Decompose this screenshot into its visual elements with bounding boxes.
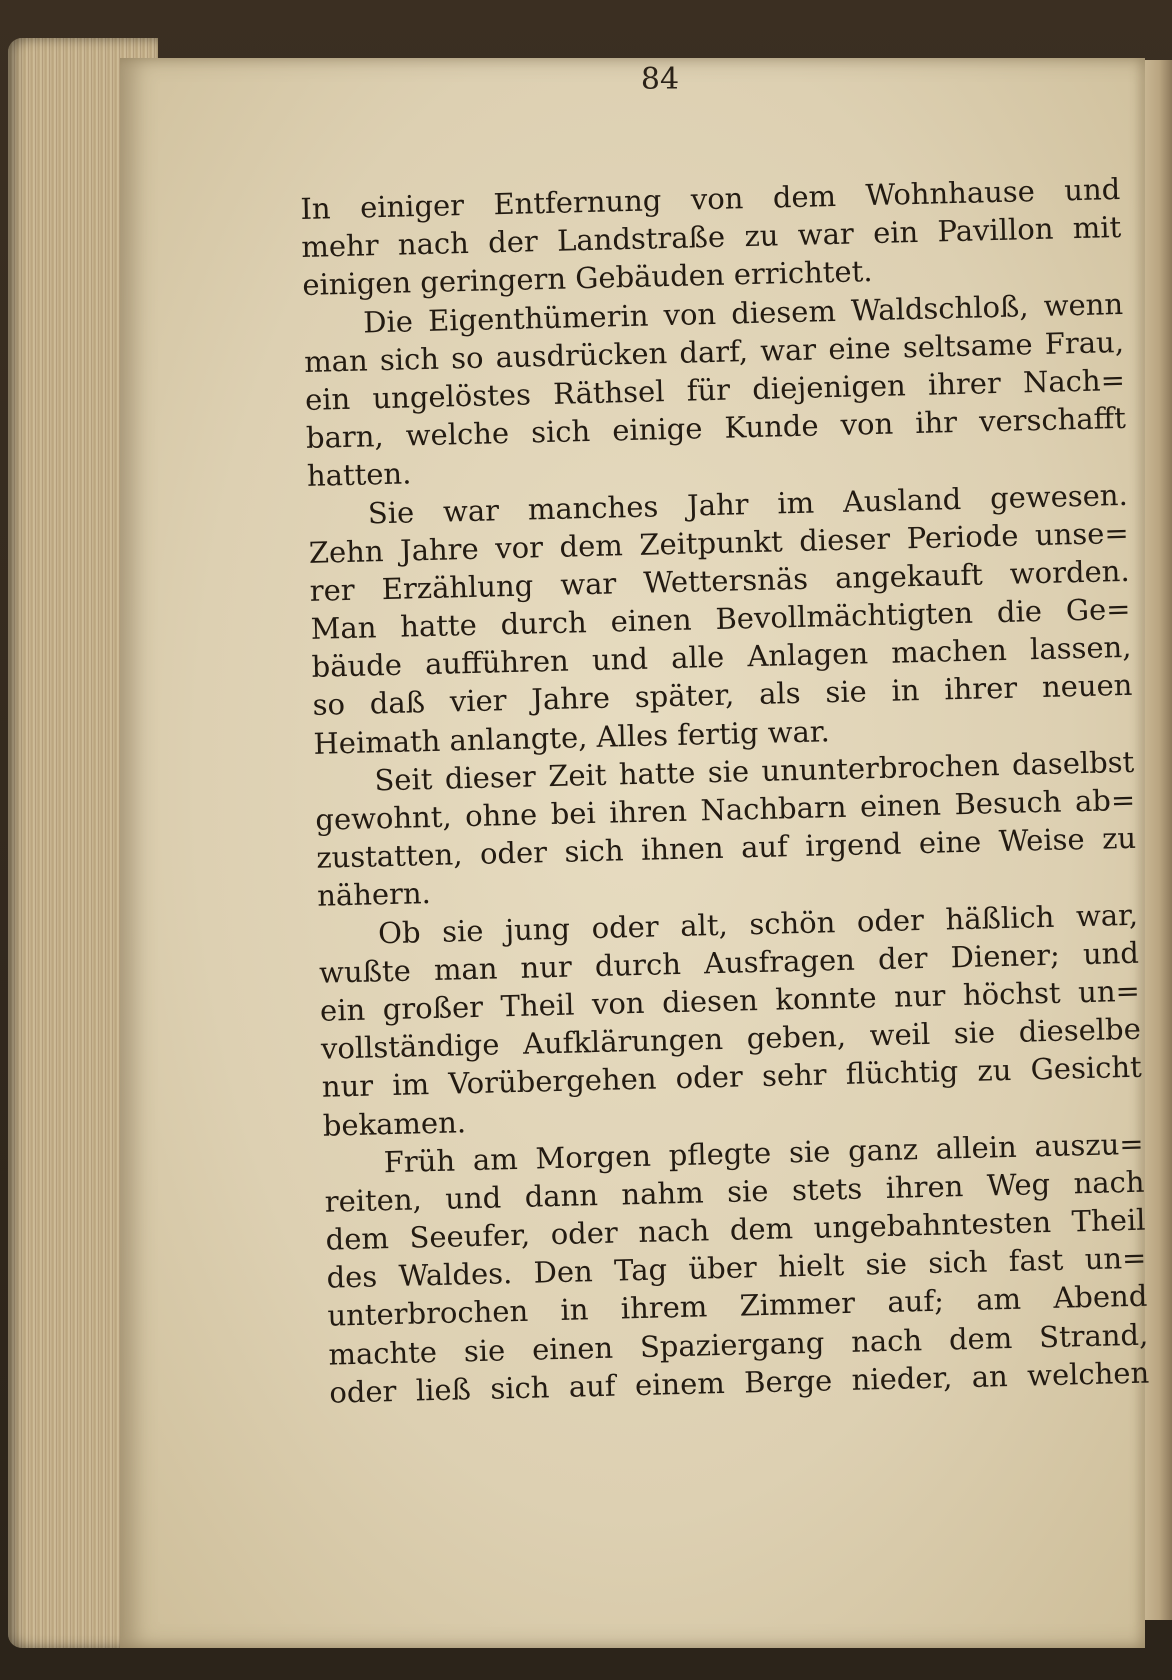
text-line: dem Seeufer, oder nach dem ungebahntesten Theil — [325, 1202, 1146, 1257]
text-line: Heimath anlangte, Alles fertig war. — [313, 713, 831, 761]
text-line: man sich so ausdrücken darf, war eine seltsame Frau, — [303, 324, 1125, 379]
text-line: bekamen. — [322, 1104, 467, 1143]
text-line: Früh am Morgen pflegte sie ganz allein auszu= — [383, 1126, 1144, 1179]
text-line: reiten, und dann nahm sie stets ihren Weg nach — [324, 1164, 1145, 1219]
body-text — [300, 170, 1150, 1412]
text-line: rer Erzählung war Wettersnäs angekauft worden. — [309, 553, 1130, 608]
text-line: nur im Vorübergehen oder sehr flüchtig zu Gesicht — [321, 1050, 1143, 1105]
text-line: ein großer Theil von diesen konnte nur höchst un= — [319, 973, 1141, 1028]
text-line: oder ließ sich auf einem Berge nieder, an welchen — [328, 1355, 1150, 1410]
text-line: vollständige Aufklärungen geben, weil sie dieselbe — [320, 1011, 1142, 1066]
text-line: gewohnt, ohne bei ihren Nachbarn einen Besuch ab= — [314, 782, 1136, 837]
text-line: zustatten, oder sich ihnen auf irgend eine Weise zu — [315, 820, 1137, 875]
text-line: Seit dieser Zeit hatte sie ununterbrochen daselbst — [374, 744, 1135, 798]
page-number: 84 — [640, 62, 680, 97]
text-line: bäude aufführen und alle Anlagen machen lassen, — [311, 630, 1132, 685]
text-line: barn, welche sich einige Kunde von ihr verschafft — [305, 401, 1127, 456]
text-line: Sie war manches Jahr im Ausland gewesen. — [367, 477, 1129, 530]
text-line: nähern. — [316, 876, 432, 914]
text-line: hatten. — [306, 456, 412, 494]
text-line: Die Eigenthümerin von diesem Waldschloß, wenn — [362, 286, 1124, 340]
text-line: Zehn Jahre vor dem Zeitpunkt dieser Periode unse= — [308, 515, 1130, 570]
text-line: des Waldes. Den Tag über hielt sie sich fast un= — [326, 1240, 1147, 1295]
text-line: ein ungelöstes Räthsel für diejenigen ihrer Nach= — [304, 362, 1126, 417]
text-line: Man hatte durch einen Bevollmächtigten die Ge= — [310, 591, 1131, 646]
text-line: mehr nach der Landstraße zu war ein Pavillon mit — [300, 210, 1122, 265]
text-line: einigen geringern Gebäuden errichtet. — [301, 254, 873, 303]
text-line: wußte man nur durch Ausfragen der Diener; und — [318, 935, 1140, 990]
text-line: Ob sie jung oder alt, schön oder häßlich war, — [377, 897, 1139, 950]
text-line: In einiger Entfernung von dem Wohnhause und — [300, 171, 1121, 226]
text-line: so daß vier Jahre später, als sie in ihrer neuen — [312, 668, 1133, 723]
text-line: machte sie einen Spaziergang nach dem Strand, — [328, 1317, 1149, 1372]
text-line: unterbrochen in ihrem Zimmer auf; am Abend — [327, 1279, 1148, 1334]
